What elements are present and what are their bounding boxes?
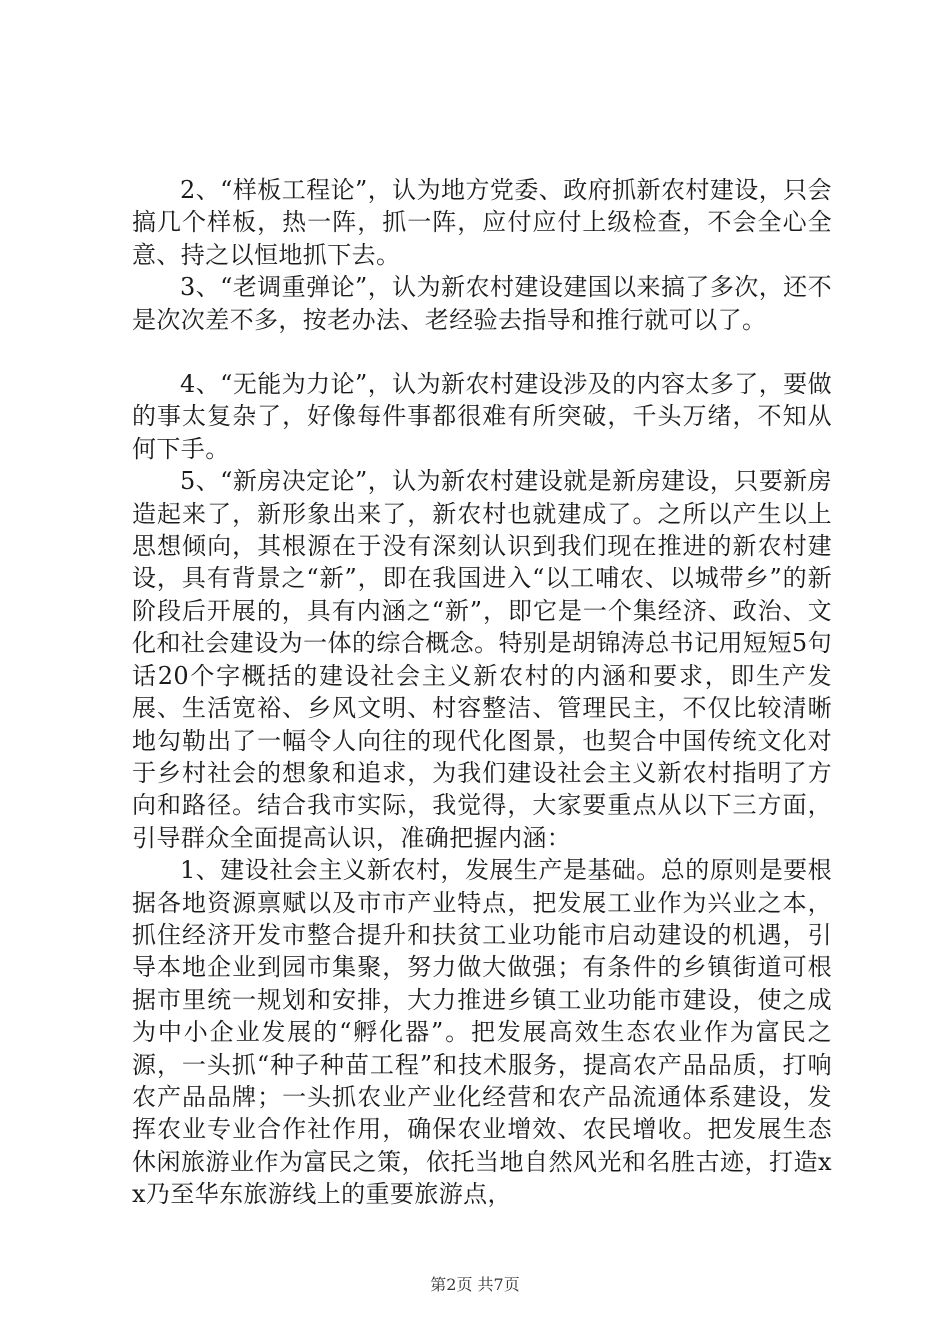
- paragraph-old-tune: 3、“老调重弹论”，认为新农村建设建国以来搞了多次，还不是次次差不多，按老办法、老经验去指导和推行就可以了。: [132, 273, 832, 334]
- paragraph-spacer: [132, 336, 832, 368]
- paragraph-new-house: 5、“新房决定论”，认为新农村建设就是新房建设，只要新房造起来了，新形象出来了，新农村也就建成了。之所以产生以上思想倾向，其根源在于没有深刻认识到我们现在推进的新农村建设，具有背景之“新”，即在我国进入“以工哺农、以城带乡”的新阶段后开展的，具有内涵之“新”，即它是一个集经济、政治、文化和社会建设为一体的综合概念。特别是胡锦涛总书记用短短5句话20个字概括的建设社会主义新农村的内涵和要求，即生产发展、生活宽裕、乡风文明、村容整洁、管理民主，不仅比较清晰地勾勒出了一幅令人向往的现代化图景，也契合中国传统文化对于乡村社会的想象和追求，为我们建设社会主义新农村指明了方向和路径。结合我市实际，我觉得，大家要重点从以下三方面，引导群众全面提高认识，准确把握内涵：: [132, 467, 832, 852]
- document-body: [132, 174, 832, 1211]
- paragraph-develop-production: 1、建设社会主义新农村，发展生产是基础。总的原则是要根据各地资源禀赋以及市市产业特点，把发展工业作为兴业之本，抓住经济开发市整合提升和扶贫工业功能市启动建设的机遇，引导本地企业到园市集聚，努力做大做强；有条件的乡镇街道可根据市里统一规划和安排，大力推进乡镇工业功能市建设，使之成为中小企业发展的“孵化器”。把发展高效生态农业作为富民之源，一头抓“种子种苗工程”和技术服务，提高农产品品质，打响农产品品牌；一头抓农业产业化经营和农产品流通体系建设，发挥农业专业合作社作用，确保农业增效、农民增收。把发展生态休闲旅游业作为富民之策，依托当地自然风光和名胜古迹，打造xx乃至华东旅游线上的重要旅游点，: [132, 856, 832, 1209]
- page-footer: 第2页 共7页: [430, 1275, 520, 1294]
- paragraph-sample-project: 2、“样板工程论”，认为地方党委、政府抓新农村建设，只会搞几个样板，热一阵，抓一阵，应付应付上级检查，不会全心全意、持之以恒地抓下去。: [132, 176, 832, 269]
- paragraph-powerless: 4、“无能为力论”，认为新农村建设涉及的内容太多了，要做的事太复杂了，好像每件事都很难有所突破，千头万绪，不知从何下手。: [132, 370, 832, 463]
